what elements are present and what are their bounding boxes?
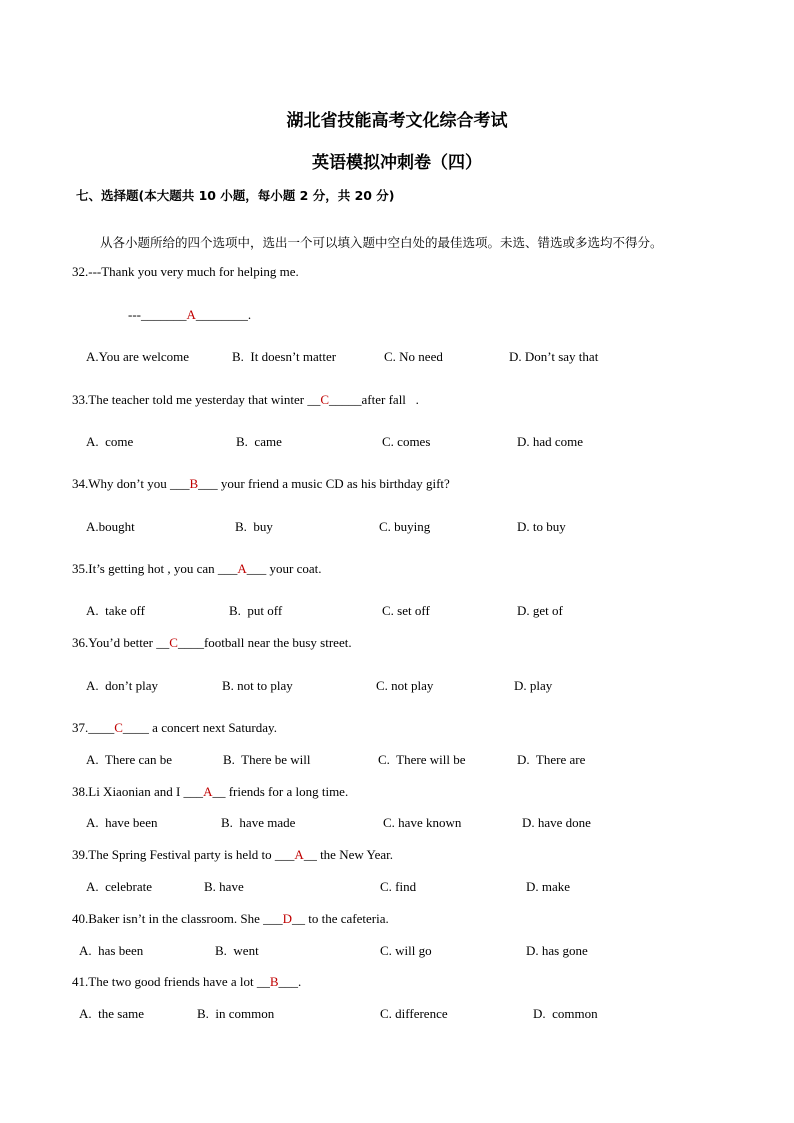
question-35-option-d: D. get of [517, 603, 563, 618]
question-38-before: 38.Li Xiaonian and I ___ [72, 784, 204, 799]
question-35-option-b: B. put off [229, 603, 283, 618]
question-36-stem [72, 635, 352, 651]
question-35-option-c: C. set off [382, 603, 430, 618]
question-38-option-a: A. have been [86, 815, 158, 830]
question-40-before: 40.Baker isn’t in the classroom. She ___ [72, 911, 283, 926]
question-33-after: _____after fall . [329, 392, 419, 407]
question-37-option-a: A. There can be [86, 752, 173, 767]
question-40-option-a: A. has been [79, 943, 144, 958]
question-34-option-a: A.bought [86, 519, 135, 534]
question-34-option-d: D. to buy [517, 519, 566, 534]
question-39-option-a: A. celebrate [86, 879, 153, 894]
question-33-before: 33.The teacher told me yesterday that winter __ [72, 392, 321, 407]
question-32-option-c: C. No need [384, 349, 443, 364]
question-38-option-b: B. have made [221, 815, 296, 830]
question-40-option-d: D. has gone [526, 943, 588, 958]
question-37-stem [72, 720, 277, 736]
question-36-option-b: B. not to play [222, 678, 293, 693]
question-39-before: 39.The Spring Festival party is held to ___ [72, 847, 295, 862]
question-34-answer: B [189, 476, 199, 491]
question-40-answer: D [282, 911, 293, 926]
question-37-option-c: C. There will be [378, 752, 466, 767]
question-32-blank-after: ________. [195, 307, 252, 322]
question-33-option-c: C. comes [382, 434, 431, 449]
question-36-option-c: C. not play [376, 678, 434, 693]
question-37-before: 37.____ [72, 720, 115, 735]
exam-subtitle: 英语模拟冲刺卷（四） [312, 153, 482, 173]
question-41-option-b: B. in common [197, 1006, 275, 1021]
instructions: 从各小题所给的四个选项中，选出一个可以填入题中空白处的最佳选项。未选、错选或多选均不得分。 [100, 235, 663, 250]
question-33-stem [72, 392, 419, 408]
question-40-after: __ to the cafeteria. [292, 911, 389, 926]
question-39-answer: A [294, 847, 304, 862]
question-41-option-a: A. the same [79, 1006, 144, 1021]
question-41-answer: B [269, 974, 279, 989]
question-34-before: 34.Why don’t you ___ [72, 476, 190, 491]
question-41-after: ___. [278, 974, 302, 989]
question-32-option-a: A.You are welcome [86, 349, 190, 364]
section-heading: 七、选择题(本大题共 10 小题，每小题 2 分，共 20 分) [76, 188, 395, 203]
question-34-option-b: B. buy [235, 519, 273, 534]
question-32-option-b: B. It doesn’t matter [232, 349, 337, 364]
question-37-after: ____ a concert next Saturday. [122, 720, 277, 735]
question-35-answer: A [237, 561, 247, 576]
question-36-before: 36.You’d better __ [72, 635, 170, 650]
question-32-blank-before: ---_______ [128, 307, 187, 322]
question-39-option-c: C. find [380, 879, 417, 894]
question-33-answer: C [320, 392, 330, 407]
question-37-option-d: D. There are [517, 752, 586, 767]
question-39-option-d: D. make [526, 879, 571, 894]
question-36-option-d: D. play [514, 678, 553, 693]
question-41-before: 41.The two good friends have a lot __ [72, 974, 270, 989]
question-32-answer: A [186, 307, 196, 322]
question-33-option-d: D. had come [517, 434, 584, 449]
question-39-after: __ the New Year. [303, 847, 393, 862]
question-33-option-a: A. come [86, 434, 134, 449]
question-37-answer: C [114, 720, 123, 735]
question-40-option-c: C. will go [380, 943, 432, 958]
question-35-before: 35.It’s getting hot , you can ___ [72, 561, 238, 576]
question-33-option-b: B. came [236, 434, 282, 449]
question-34-option-c: C. buying [379, 519, 431, 534]
question-38-option-d: D. have done [522, 815, 591, 830]
question-38-after: __ friends for a long time. [212, 784, 349, 799]
question-32-blank-line [128, 307, 251, 323]
question-41-option-c: C. difference [380, 1006, 448, 1021]
question-32-option-d: D. Don’t say that [509, 349, 599, 364]
question-34-after: ___ your friend a music CD as his birthday gift? [198, 476, 450, 491]
question-36-answer: C [169, 635, 178, 650]
question-35-after: ___ your coat. [246, 561, 322, 576]
question-39-stem [72, 847, 393, 863]
question-32-stem: 32.---Thank you very much for helping me. [72, 264, 299, 279]
question-36-after: ____football near the busy street. [177, 635, 352, 650]
question-40-stem [72, 911, 389, 927]
question-38-answer: A [203, 784, 213, 799]
question-35-stem [72, 561, 322, 577]
question-39-option-b: B. have [204, 879, 244, 894]
question-40-option-b: B. went [215, 943, 259, 958]
question-38-stem [72, 784, 348, 800]
question-41-stem [72, 974, 301, 990]
question-38-option-c: C. have known [383, 815, 462, 830]
question-37-option-b: B. There be will [223, 752, 311, 767]
question-41-option-d: D. common [533, 1006, 598, 1021]
exam-title: 湖北省技能高考文化综合考试 [286, 111, 508, 131]
question-36-option-a: A. don’t play [86, 678, 158, 693]
question-35-option-a: A. take off [86, 603, 145, 618]
question-34-stem [72, 476, 450, 492]
